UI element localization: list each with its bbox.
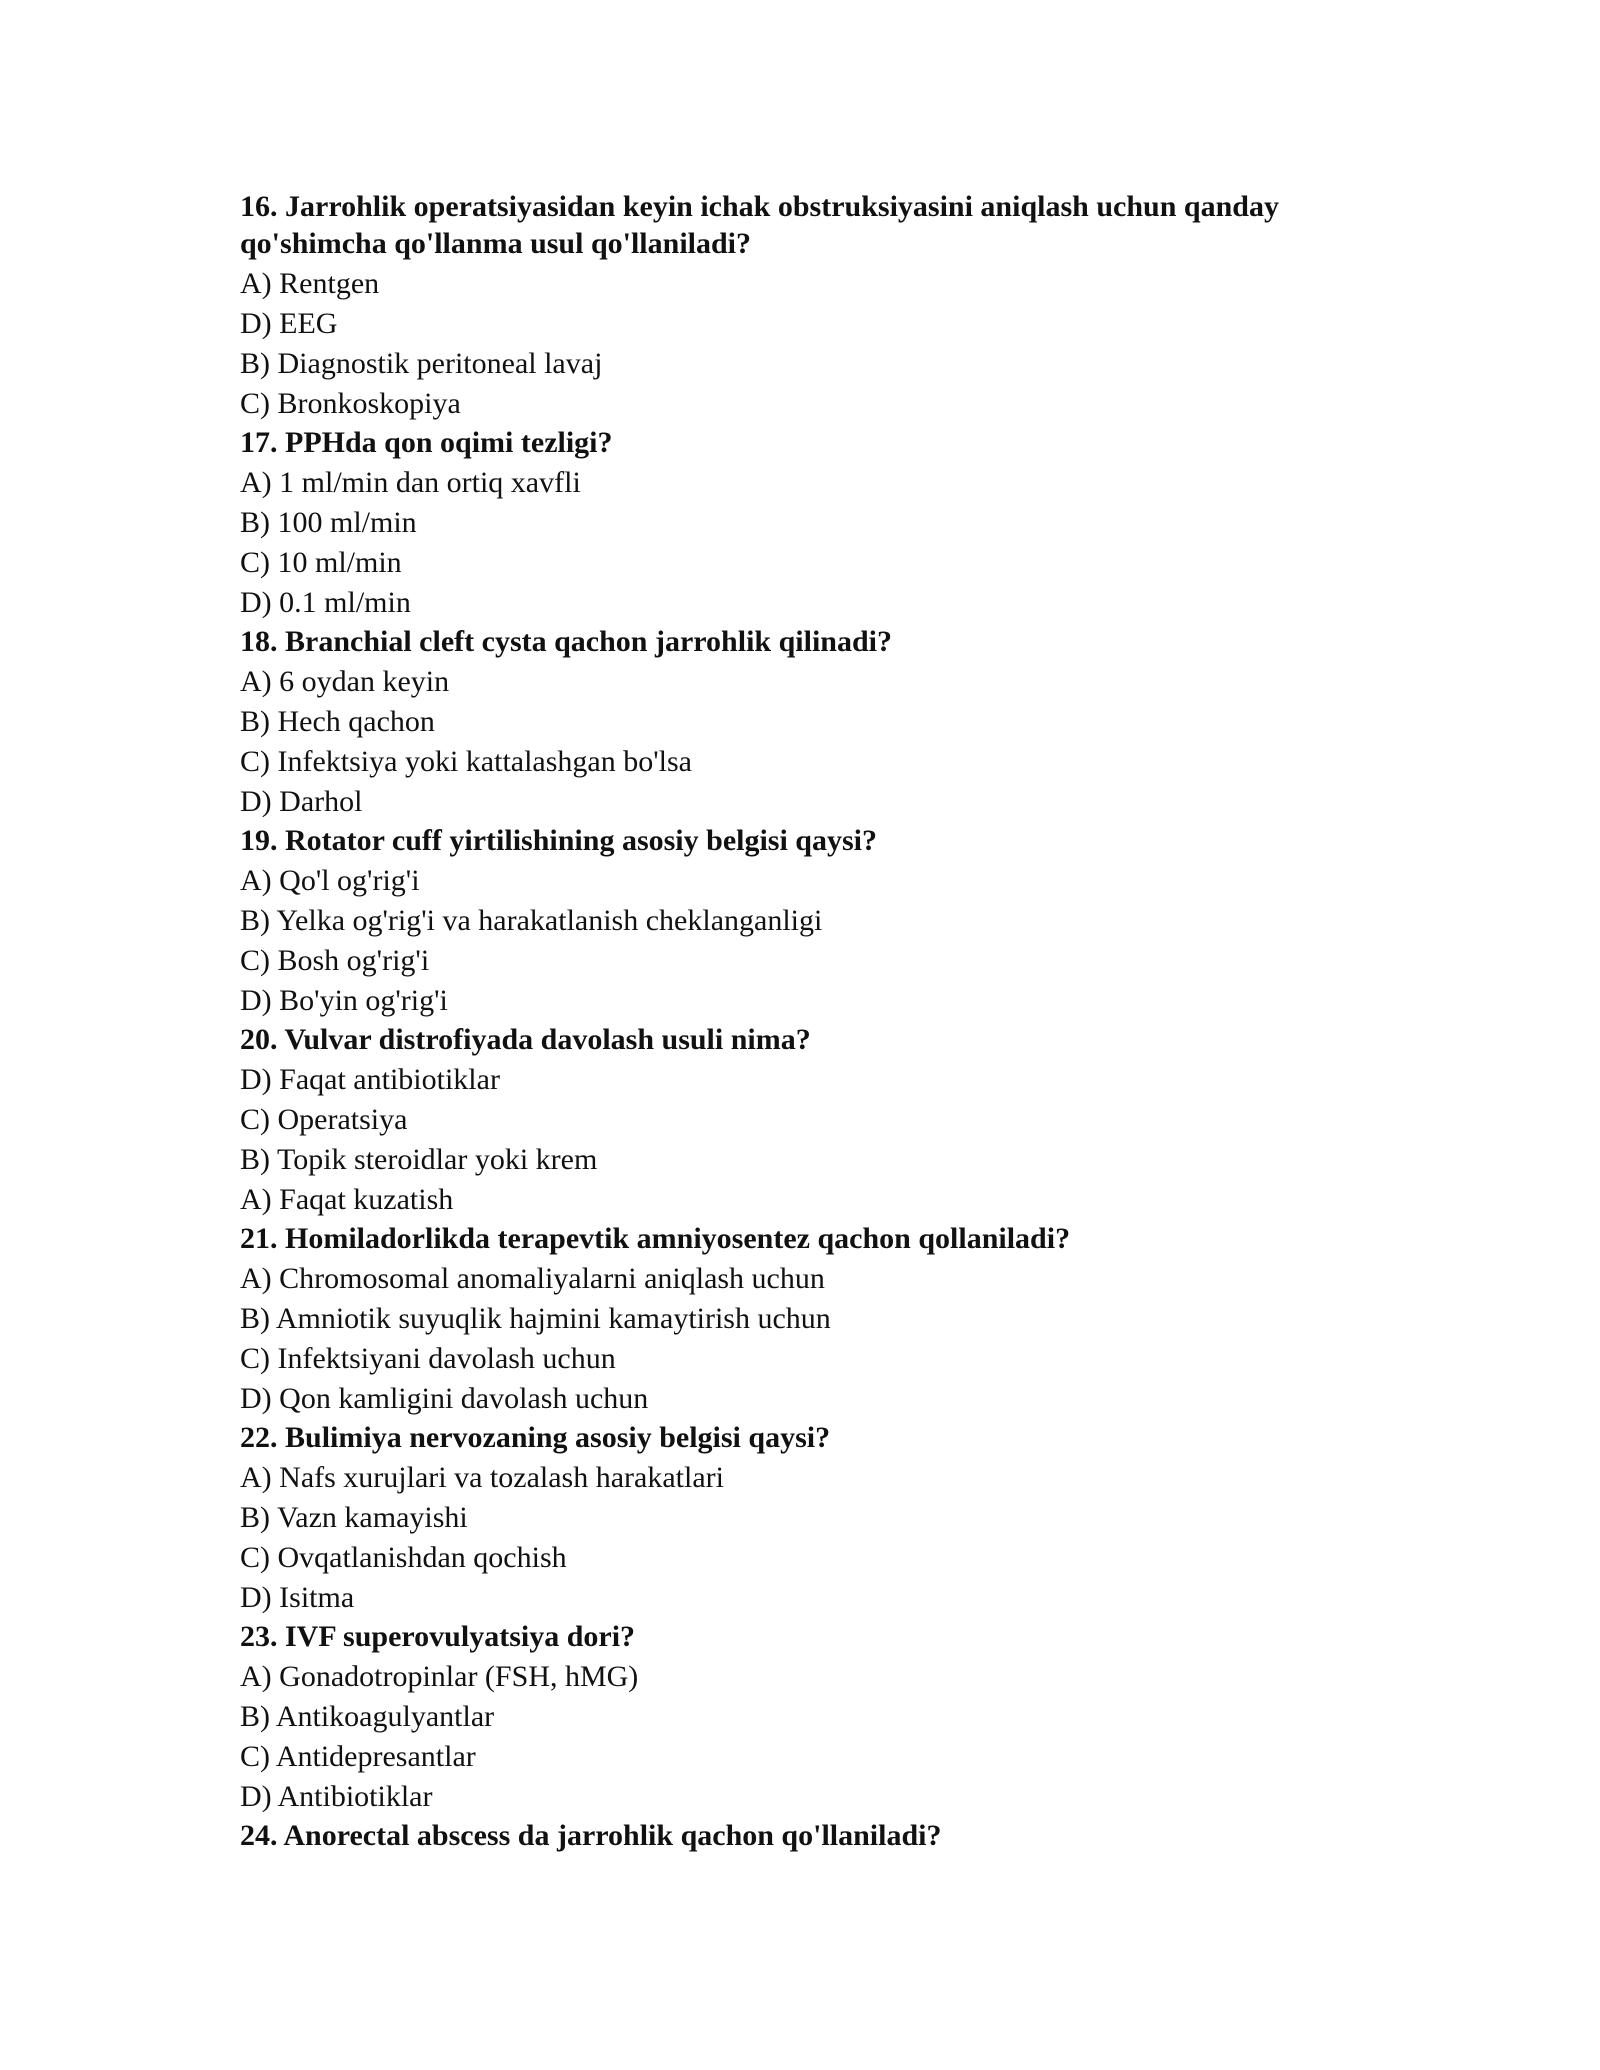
question-20 (240, 1021, 1360, 1220)
answer-option: A) 6 oydan keyin (240, 665, 450, 698)
answer-option: A) Gonadotropinlar (FSH, hMG) (240, 1660, 639, 1693)
answer-option: D) Qon kamligini davolash uchun (240, 1382, 649, 1415)
answer-option: A) Nafs xurujlari va tozalash harakatlari (240, 1461, 724, 1494)
answer-option: C) Infektsiyani davolash uchun (240, 1342, 616, 1375)
question-title: 16. Jarrohlik operatsiyasidan keyin ichak obstruksiyasini aniqlash uchun qanday qo'shimcha qo'llanma usul qo'llaniladi? (240, 190, 1279, 260)
answer-option: C) Ovqatlanishdan qochish (240, 1541, 567, 1574)
answer-option: A) Chromosomal anomaliyalarni aniqlash uchun (240, 1262, 825, 1295)
answer-option: A) Rentgen (240, 267, 380, 300)
question-title: 24. Anorectal abscess da jarrohlik qachon qo'llaniladi? (240, 1819, 942, 1852)
answer-option: B) Amniotik suyuqlik hajmini kamaytirish uchun (240, 1302, 831, 1335)
answer-option: D) EEG (240, 307, 338, 340)
answer-option: B) 100 ml/min (240, 506, 417, 539)
question-title: 19. Rotator cuff yirtilishining asosiy belgisi qaysi? (240, 824, 878, 857)
answer-option: A) Faqat kuzatish (240, 1183, 454, 1216)
answer-option: C) Operatsiya (240, 1103, 408, 1136)
answer-option: D) Isitma (240, 1581, 355, 1614)
answer-option: D) Darhol (240, 785, 363, 818)
answer-option: C) Infektsiya yoki kattalashgan bo'lsa (240, 745, 692, 778)
question-title: 23. IVF superovulyatsiya dori? (240, 1620, 636, 1653)
question-title: 18. Branchial cleft cysta qachon jarrohlik qilinadi? (240, 625, 892, 658)
answer-option: C) Bronkoskopiya (240, 387, 461, 420)
question-21 (240, 1220, 1360, 1419)
answer-option: D) Bo'yin og'rig'i (240, 984, 448, 1017)
answer-option: A) Qo'l og'rig'i (240, 864, 420, 897)
answer-option: B) Antikoagulyantlar (240, 1700, 495, 1733)
question-title: 20. Vulvar distrofiyada davolash usuli nima? (240, 1023, 811, 1056)
question-title: 17. PPHda qon oqimi tezligi? (240, 426, 613, 459)
answer-option: B) Hech qachon (240, 705, 435, 738)
answer-option: B) Vazn kamayishi (240, 1501, 468, 1534)
question-title: 22. Bulimiya nervozaning asosiy belgisi qaysi? (240, 1421, 831, 1454)
answer-option: A) 1 ml/min dan ortiq xavfli (240, 466, 581, 499)
answer-option: C) 10 ml/min (240, 546, 402, 579)
answer-option: D) Antibiotiklar (240, 1780, 433, 1813)
answer-option: D) Faqat antibiotiklar (240, 1063, 500, 1096)
question-22 (240, 1419, 1360, 1618)
question-24 (240, 1817, 1360, 1854)
answer-option: B) Yelka og'rig'i va harakatlanish cheklanganligi (240, 904, 823, 937)
answer-option: C) Antidepresantlar (240, 1740, 476, 1773)
document-page (240, 188, 1360, 1856)
answer-option: C) Bosh og'rig'i (240, 944, 430, 977)
answer-option: B) Topik steroidlar yoki krem (240, 1143, 598, 1176)
answer-option: D) 0.1 ml/min (240, 586, 411, 619)
question-23 (240, 1618, 1360, 1817)
question-19 (240, 822, 1360, 1021)
question-17 (240, 424, 1360, 623)
answer-option: B) Diagnostik peritoneal lavaj (240, 347, 603, 380)
question-18 (240, 623, 1360, 822)
question-title: 21. Homiladorlikda terapevtik amniyosentez qachon qollaniladi? (240, 1222, 1071, 1255)
question-16 (240, 188, 1360, 424)
